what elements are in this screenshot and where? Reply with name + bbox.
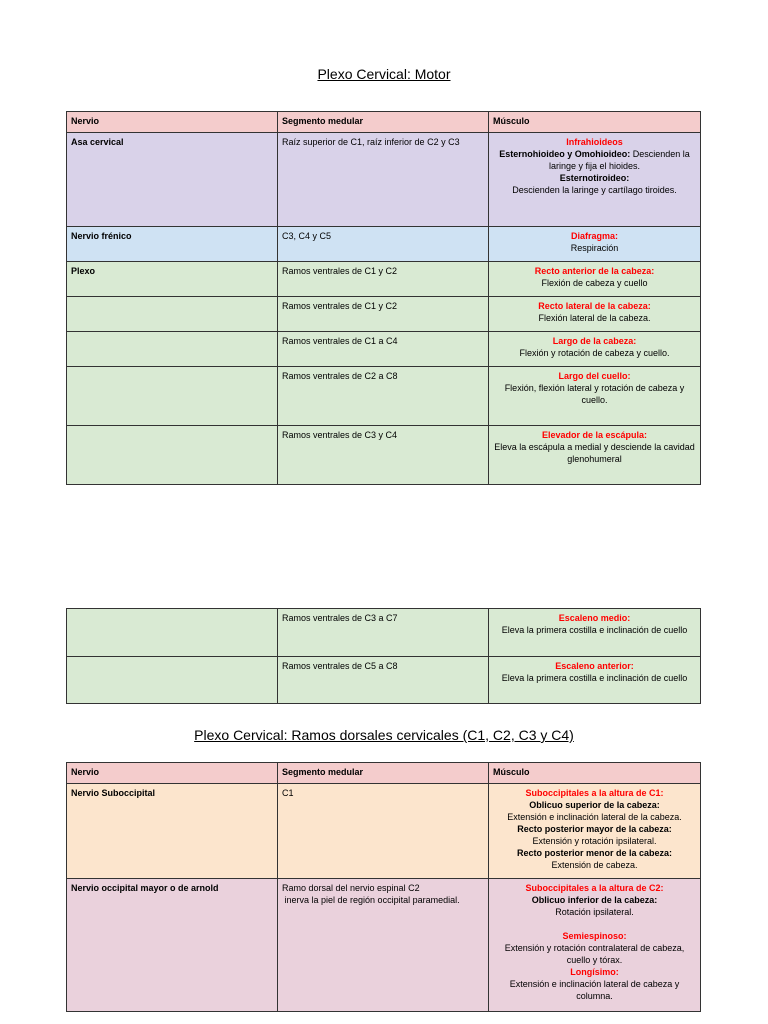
muscle-function: Flexión y rotación de cabeza y cuello. xyxy=(519,348,670,358)
segmento-cell: C1 xyxy=(278,784,489,879)
musculo-cell xyxy=(489,133,701,227)
header-musculo: Músculo xyxy=(489,763,701,784)
muscle-function: Extensión e inclinación lateral de la cabeza. xyxy=(507,812,682,822)
segmento-cell xyxy=(278,879,489,1012)
table-motor xyxy=(66,111,701,485)
segmento-cell: Ramos ventrales de C5 a C8 xyxy=(278,657,489,704)
table-row xyxy=(67,297,701,332)
musculo-cell xyxy=(489,332,701,367)
muscle-title: Recto lateral de la cabeza: xyxy=(538,301,651,311)
page-title-motor: Plexo Cervical: Motor xyxy=(317,66,451,82)
page-title-dorsales: Plexo Cervical: Ramos dorsales cervicales (C1, C2, C3 y C4) xyxy=(194,727,574,743)
musculo-cell xyxy=(489,297,701,332)
musculo-cell xyxy=(489,609,701,657)
segmento-line: inerva la piel de región occipital paramedial. xyxy=(282,895,460,905)
table-row xyxy=(67,133,701,227)
muscle-function: Respiración xyxy=(570,243,619,253)
nervio-cell: Nervio Suboccipital xyxy=(67,784,278,879)
segmento-cell: Ramos ventrales de C1 a C4 xyxy=(278,332,489,367)
header-segmento: Segmento medular xyxy=(278,112,489,133)
table-row xyxy=(67,879,701,1012)
nervio-cell: Plexo xyxy=(67,262,278,297)
muscle-title: Diafragma: xyxy=(570,231,618,241)
muscle-name: Oblicuo inferior de la cabeza: xyxy=(531,895,658,905)
muscle-function: Descienden la laringe y fija el hioides. xyxy=(548,149,690,171)
musculo-cell xyxy=(489,784,701,879)
table-row xyxy=(67,784,701,879)
muscle-name: Esternotiroideo: xyxy=(559,173,630,183)
muscle-title: Largo de la cabeza: xyxy=(552,336,637,346)
musculo-cell xyxy=(489,426,701,485)
muscle-group-title: Suboccipitales a la altura de C2: xyxy=(525,883,664,893)
musculo-cell xyxy=(489,262,701,297)
segmento-cell: Ramos ventrales de C3 y C4 xyxy=(278,426,489,485)
muscle-function: Eleva la escápula a medial y desciende la cavidad glenohumeral xyxy=(494,442,695,464)
muscle-title: Elevador de la escápula: xyxy=(541,430,648,440)
muscle-function: Eleva la primera costilla e inclinación de cuello xyxy=(501,673,688,683)
muscle-function: Extensión e inclinación lateral de cabeza y columna. xyxy=(509,979,680,1001)
table-header-row xyxy=(67,112,701,133)
table-row xyxy=(67,657,701,704)
table-dorsales xyxy=(66,762,701,1012)
header-musculo: Músculo xyxy=(489,112,701,133)
muscle-name: Recto posterior mayor de la cabeza: xyxy=(517,824,672,834)
muscle-title: Escaleno medio: xyxy=(558,613,631,623)
segmento-line: Ramo dorsal del nervio espinal C2 xyxy=(282,883,420,893)
table-row xyxy=(67,262,701,297)
table-row xyxy=(67,426,701,485)
muscle-title: Longísimo: xyxy=(570,967,619,977)
musculo-cell xyxy=(489,879,701,1012)
segmento-cell: Ramos ventrales de C3 a C7 xyxy=(278,609,489,657)
musculo-cell xyxy=(489,367,701,426)
table-header-row xyxy=(67,763,701,784)
muscle-function: Flexión, flexión lateral y rotación de cabeza y cuello. xyxy=(504,383,685,405)
segmento-cell: Ramos ventrales de C1 y C2 xyxy=(278,297,489,332)
table-row xyxy=(67,332,701,367)
muscle-group-title: Infrahioideos xyxy=(566,137,623,147)
muscle-function: Eleva la primera costilla e inclinación de cuello xyxy=(501,625,688,635)
nervio-cell xyxy=(67,332,278,367)
header-segmento: Segmento medular xyxy=(278,763,489,784)
muscle-name: Esternohioideo y Omohioideo: xyxy=(499,149,631,159)
segmento-cell: Ramos ventrales de C1 y C2 xyxy=(278,262,489,297)
muscle-function: Flexión lateral de la cabeza. xyxy=(538,313,651,323)
nervio-cell: Nervio frénico xyxy=(67,227,278,262)
header-nervio: Nervio xyxy=(67,763,278,784)
nervio-cell: Asa cervical xyxy=(67,133,278,227)
muscle-title: Largo del cuello: xyxy=(558,371,631,381)
table-row xyxy=(67,367,701,426)
muscle-name: Recto posterior menor de la cabeza: xyxy=(516,848,673,858)
musculo-cell xyxy=(489,657,701,704)
segmento-cell: C3, C4 y C5 xyxy=(278,227,489,262)
segmento-cell: Raíz superior de C1, raíz inferior de C2 y C3 xyxy=(278,133,489,227)
muscle-function: Extensión y rotación ipsilateral. xyxy=(532,836,657,846)
nervio-cell: Nervio occipital mayor o de arnold xyxy=(67,879,278,1012)
muscle-title: Recto anterior de la cabeza: xyxy=(534,266,655,276)
table-motor-continued xyxy=(66,608,701,704)
muscle-group-title: Suboccipitales a la altura de C1: xyxy=(525,788,664,798)
muscle-function: Flexión de cabeza y cuello xyxy=(541,278,648,288)
muscle-name: Oblicuo superior de la cabeza: xyxy=(529,800,660,810)
segmento-cell: Ramos ventrales de C2 a C8 xyxy=(278,367,489,426)
nervio-cell xyxy=(67,297,278,332)
nervio-cell xyxy=(67,657,278,704)
muscle-function: Extensión de cabeza. xyxy=(551,860,638,870)
spacer xyxy=(493,918,696,930)
table-row xyxy=(67,609,701,657)
muscle-title: Semiespinoso: xyxy=(562,931,627,941)
nervio-cell xyxy=(67,367,278,426)
table-row xyxy=(67,227,701,262)
muscle-title: Escaleno anterior: xyxy=(555,661,634,671)
muscle-function: Descienden la laringe y cartílago tiroides. xyxy=(512,185,677,195)
nervio-cell xyxy=(67,609,278,657)
muscle-function: Rotación ipsilateral. xyxy=(555,907,634,917)
header-nervio: Nervio xyxy=(67,112,278,133)
muscle-function: Extensión y rotación contralateral de cabeza, cuello y tórax. xyxy=(504,943,685,965)
nervio-cell xyxy=(67,426,278,485)
musculo-cell xyxy=(489,227,701,262)
